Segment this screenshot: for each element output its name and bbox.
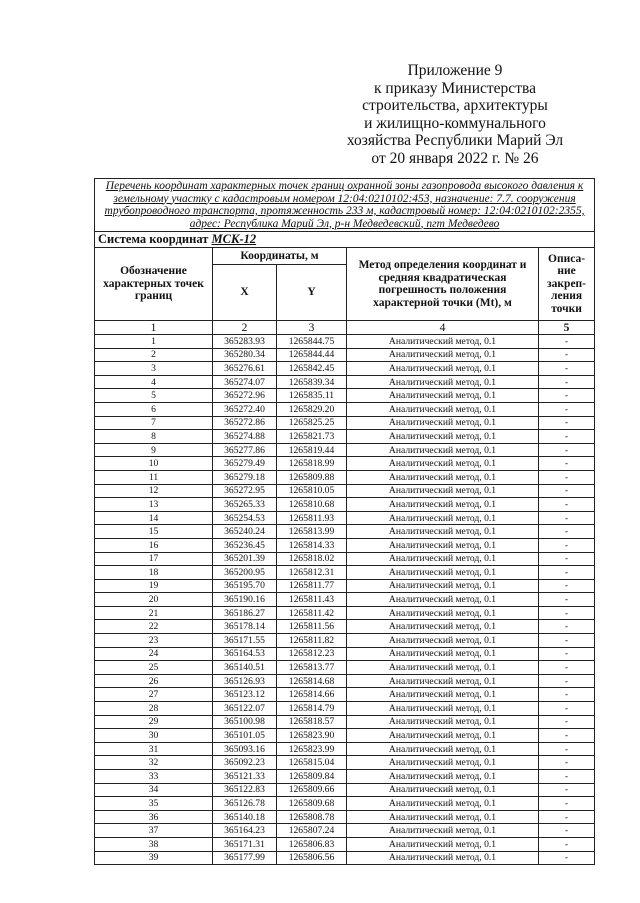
coord-y-cell: 1265821.73 [277,430,347,444]
table-row [95,756,595,770]
coordinates-rows [95,335,595,865]
description-cell: - [539,484,595,498]
method-cell: Аналитический метод, 0.1 [347,688,539,702]
description-cell: - [539,389,595,403]
method-cell: Аналитический метод, 0.1 [347,362,539,376]
description-cell: - [539,797,595,811]
description-cell: - [539,375,595,389]
coord-y-cell: 1265806.83 [277,837,347,851]
coord-y-cell: 1265811.43 [277,593,347,607]
table-row [95,348,595,362]
column-number: 2 [213,321,277,335]
coord-y-cell: 1265815.04 [277,756,347,770]
coord-y-cell: 1265814.66 [277,688,347,702]
coord-x-cell: 365272.86 [213,416,277,430]
description-cell: - [539,756,595,770]
table-row [95,783,595,797]
description-cell: - [539,824,595,838]
description-cell: - [539,470,595,484]
method-cell: Аналитический метод, 0.1 [347,470,539,484]
method-cell: Аналитический метод, 0.1 [347,661,539,675]
coordinate-system-value: МСК-12 [211,232,257,246]
coord-x-cell: 365274.07 [213,375,277,389]
coord-x-cell: 365123.12 [213,688,277,702]
table-row [95,810,595,824]
appendix-ref-line: и жилищно-коммунального [364,114,546,132]
point-number-cell: 37 [95,824,213,838]
coord-y-cell: 1265813.99 [277,525,347,539]
header-point: Обозначение характерных точек границ [95,248,213,321]
description-cell: - [539,335,595,349]
method-cell: Аналитический метод, 0.1 [347,729,539,743]
table-row [95,389,595,403]
appendix-title: Приложение 9 [407,62,503,79]
method-cell: Аналитический метод, 0.1 [347,402,539,416]
description-cell: - [539,742,595,756]
description-cell: - [539,579,595,593]
point-number-cell: 5 [95,389,213,403]
coord-y-cell: 1265813.77 [277,661,347,675]
method-cell: Аналитический метод, 0.1 [347,647,539,661]
coord-y-cell: 1265809.68 [277,797,347,811]
point-number-cell: 19 [95,579,213,593]
method-cell: Аналитический метод, 0.1 [347,416,539,430]
appendix-ref-line: к приказу Министерства [374,79,536,97]
description-cell: - [539,837,595,851]
table-row [95,742,595,756]
description-cell: - [539,430,595,444]
table-row [95,579,595,593]
coord-y-cell: 1265818.02 [277,552,347,566]
description-cell: - [539,348,595,362]
appendix-ref-line: хозяйства Республики Марий Эл [346,132,564,149]
description-cell: - [539,566,595,580]
table-row [95,770,595,784]
method-cell: Аналитический метод, 0.1 [347,797,539,811]
coord-x-cell: 365195.70 [213,579,277,593]
appendix-header [330,62,580,167]
coord-y-cell: 1265829.20 [277,402,347,416]
coord-y-cell: 1265810.05 [277,484,347,498]
description-cell: - [539,538,595,552]
table-row [95,498,595,512]
coord-y-cell: 1265811.42 [277,606,347,620]
method-cell: Аналитический метод, 0.1 [347,770,539,784]
table-row [95,470,595,484]
point-number-cell: 30 [95,729,213,743]
coordinate-system [95,232,595,248]
method-cell: Аналитический метод, 0.1 [347,335,539,349]
coord-y-cell: 1265818.57 [277,715,347,729]
column-number: 3 [277,321,347,335]
table-row [95,484,595,498]
table-row [95,566,595,580]
table-row [95,824,595,838]
table-row [95,729,595,743]
coord-x-cell: 365279.49 [213,457,277,471]
point-number-cell: 33 [95,770,213,784]
point-number-cell: 28 [95,702,213,716]
coord-x-cell: 365272.95 [213,484,277,498]
table-row [95,538,595,552]
description-cell: - [539,593,595,607]
description-cell: - [539,634,595,648]
description-cell: - [539,674,595,688]
coord-x-cell: 365280.34 [213,348,277,362]
coord-x-cell: 365101.05 [213,729,277,743]
table-row [95,416,595,430]
coord-y-cell: 1265810.68 [277,498,347,512]
description-cell: - [539,552,595,566]
point-number-cell: 17 [95,552,213,566]
table-row [95,647,595,661]
method-cell: Аналитический метод, 0.1 [347,851,539,865]
table-row [95,430,595,444]
point-number-cell: 16 [95,538,213,552]
table-row [95,837,595,851]
table-row [95,402,595,416]
point-number-cell: 34 [95,783,213,797]
table-row [95,525,595,539]
point-number-cell: 22 [95,620,213,634]
coord-x-cell: 365126.78 [213,797,277,811]
point-number-cell: 23 [95,634,213,648]
point-number-cell: 20 [95,593,213,607]
method-cell: Аналитический метод, 0.1 [347,579,539,593]
coord-x-cell: 365265.33 [213,498,277,512]
point-number-cell: 9 [95,443,213,457]
coord-x-cell: 365279.18 [213,470,277,484]
point-number-cell: 36 [95,810,213,824]
coord-y-cell: 1265823.99 [277,742,347,756]
point-number-cell: 18 [95,566,213,580]
description-cell: - [539,457,595,471]
description-cell: - [539,606,595,620]
coord-y-cell: 1265844.44 [277,348,347,362]
coord-y-cell: 1265811.77 [277,579,347,593]
coord-y-cell: 1265818.99 [277,457,347,471]
point-number-cell: 6 [95,402,213,416]
point-number-cell: 35 [95,797,213,811]
point-number-cell: 12 [95,484,213,498]
method-cell: Аналитический метод, 0.1 [347,566,539,580]
method-cell: Аналитический метод, 0.1 [347,552,539,566]
table-row [95,443,595,457]
coord-y-cell: 1265811.93 [277,511,347,525]
table-row [95,457,595,471]
table-row [95,688,595,702]
coord-x-cell: 365283.93 [213,335,277,349]
coord-x-cell: 365177.99 [213,851,277,865]
point-number-cell: 15 [95,525,213,539]
coord-x-cell: 365121.33 [213,770,277,784]
method-cell: Аналитический метод, 0.1 [347,742,539,756]
table-row [95,375,595,389]
coord-x-cell: 365093.16 [213,742,277,756]
table-row [95,335,595,349]
table-row [95,634,595,648]
coordinates-table [94,178,595,865]
point-number-cell: 14 [95,511,213,525]
coord-x-cell: 365171.31 [213,837,277,851]
table-row [95,511,595,525]
coord-x-cell: 365140.18 [213,810,277,824]
coord-y-cell: 1265811.56 [277,620,347,634]
table-row [95,620,595,634]
table-row [95,661,595,675]
method-cell: Аналитический метод, 0.1 [347,837,539,851]
coord-x-cell: 365277.86 [213,443,277,457]
header-coords: Координаты, м [213,248,347,265]
table-row [95,715,595,729]
method-cell: Аналитический метод, 0.1 [347,593,539,607]
table-row [95,362,595,376]
column-numbers-row [95,321,595,335]
coord-y-cell: 1265823.90 [277,729,347,743]
method-cell: Аналитический метод, 0.1 [347,606,539,620]
point-number-cell: 21 [95,606,213,620]
description-cell: - [539,362,595,376]
method-cell: Аналитический метод, 0.1 [347,457,539,471]
method-cell: Аналитический метод, 0.1 [347,783,539,797]
coord-y-cell: 1265819.44 [277,443,347,457]
coord-y-cell: 1265825.25 [277,416,347,430]
point-number-cell: 13 [95,498,213,512]
coord-y-cell: 1265809.84 [277,770,347,784]
table-row [95,552,595,566]
header-x: X [213,265,277,321]
coord-x-cell: 365201.39 [213,552,277,566]
table-row [95,702,595,716]
table-row [95,851,595,865]
coordinate-system-label: Система координат [98,232,209,246]
coord-x-cell: 365122.83 [213,783,277,797]
description-cell: - [539,620,595,634]
point-number-cell: 24 [95,647,213,661]
method-cell: Аналитический метод, 0.1 [347,375,539,389]
method-cell: Аналитический метод, 0.1 [347,702,539,716]
coord-y-cell: 1265812.31 [277,566,347,580]
coord-y-cell: 1265809.88 [277,470,347,484]
point-number-cell: 39 [95,851,213,865]
point-number-cell: 11 [95,470,213,484]
description-cell: - [539,402,595,416]
coord-x-cell: 365254.53 [213,511,277,525]
coord-y-cell: 1265844.75 [277,335,347,349]
coord-x-cell: 365272.40 [213,402,277,416]
point-number-cell: 1 [95,335,213,349]
point-number-cell: 7 [95,416,213,430]
method-cell: Аналитический метод, 0.1 [347,620,539,634]
description-cell: - [539,647,595,661]
description-cell: - [539,715,595,729]
method-cell: Аналитический метод, 0.1 [347,484,539,498]
coord-x-cell: 365164.23 [213,824,277,838]
coord-x-cell: 365240.24 [213,525,277,539]
header-description: Описа-ние закреп-ления точки [539,248,595,321]
description-cell: - [539,443,595,457]
point-number-cell: 26 [95,674,213,688]
header-y: Y [277,265,347,321]
point-number-cell: 8 [95,430,213,444]
description-cell: - [539,770,595,784]
method-cell: Аналитический метод, 0.1 [347,511,539,525]
table-row [95,593,595,607]
method-cell: Аналитический метод, 0.1 [347,824,539,838]
point-number-cell: 27 [95,688,213,702]
coord-x-cell: 365178.14 [213,620,277,634]
method-cell: Аналитический метод, 0.1 [347,525,539,539]
method-cell: Аналитический метод, 0.1 [347,430,539,444]
coord-y-cell: 1265806.56 [277,851,347,865]
coord-x-cell: 365200.95 [213,566,277,580]
coord-x-cell: 365190.16 [213,593,277,607]
description-cell: - [539,416,595,430]
point-number-cell: 29 [95,715,213,729]
point-number-cell: 25 [95,661,213,675]
point-number-cell: 3 [95,362,213,376]
description-cell: - [539,729,595,743]
coord-x-cell: 365122.07 [213,702,277,716]
method-cell: Аналитический метод, 0.1 [347,756,539,770]
coord-x-cell: 365100.98 [213,715,277,729]
method-cell: Аналитический метод, 0.1 [347,443,539,457]
coord-y-cell: 1265807.24 [277,824,347,838]
coord-y-cell: 1265811.82 [277,634,347,648]
coord-y-cell: 1265839.34 [277,375,347,389]
coord-y-cell: 1265809.66 [277,783,347,797]
coord-y-cell: 1265842.45 [277,362,347,376]
coord-x-cell: 365171.55 [213,634,277,648]
coord-x-cell: 365272.96 [213,389,277,403]
method-cell: Аналитический метод, 0.1 [347,715,539,729]
description-cell: - [539,661,595,675]
point-number-cell: 32 [95,756,213,770]
coord-x-cell: 365126.93 [213,674,277,688]
table-row [95,797,595,811]
table-row [95,674,595,688]
method-cell: Аналитический метод, 0.1 [347,498,539,512]
appendix-date: от 20 января 2022 г. № 26 [371,149,539,167]
coord-y-cell: 1265814.68 [277,674,347,688]
coord-x-cell: 365236.45 [213,538,277,552]
column-number: 4 [347,321,539,335]
description-cell: - [539,851,595,865]
column-number: 5 [539,321,595,335]
description-cell: - [539,688,595,702]
column-number: 1 [95,321,213,335]
coord-y-cell: 1265814.79 [277,702,347,716]
method-cell: Аналитический метод, 0.1 [347,389,539,403]
table-title: Перечень координат характерных точек границ охранной зоны газопровода высокого давления к земельному участку с кадастровым номером 12:04:0210102:453, назначение: 7.7. сооружения трубопроводного транспорта, протяженность 233 м, кадастровый номер: 12:04:0210102:2355, адрес: Республика Марий Эл, р-н Медведевский, пгт Медведево [95,179,595,232]
coord-y-cell: 1265812.23 [277,647,347,661]
coord-x-cell: 365186.27 [213,606,277,620]
appendix-ref-line: строительства, архитектуры [362,97,548,114]
coord-x-cell: 365092.23 [213,756,277,770]
description-cell: - [539,511,595,525]
coord-x-cell: 365140.51 [213,661,277,675]
description-cell: - [539,783,595,797]
method-cell: Аналитический метод, 0.1 [347,634,539,648]
description-cell: - [539,525,595,539]
header-method: Метод определения координат и средняя квадратическая погрешность положения характерной точки (Mt), м [347,248,539,321]
method-cell: Аналитический метод, 0.1 [347,538,539,552]
table-row [95,606,595,620]
description-cell: - [539,702,595,716]
point-number-cell: 2 [95,348,213,362]
coord-x-cell: 365164.53 [213,647,277,661]
coord-y-cell: 1265835.11 [277,389,347,403]
coord-y-cell: 1265808.78 [277,810,347,824]
method-cell: Аналитический метод, 0.1 [347,810,539,824]
description-cell: - [539,498,595,512]
coord-x-cell: 365274.88 [213,430,277,444]
description-cell: - [539,810,595,824]
point-number-cell: 31 [95,742,213,756]
coord-y-cell: 1265814.33 [277,538,347,552]
coord-x-cell: 365276.61 [213,362,277,376]
method-cell: Аналитический метод, 0.1 [347,674,539,688]
point-number-cell: 10 [95,457,213,471]
point-number-cell: 38 [95,837,213,851]
point-number-cell: 4 [95,375,213,389]
method-cell: Аналитический метод, 0.1 [347,348,539,362]
